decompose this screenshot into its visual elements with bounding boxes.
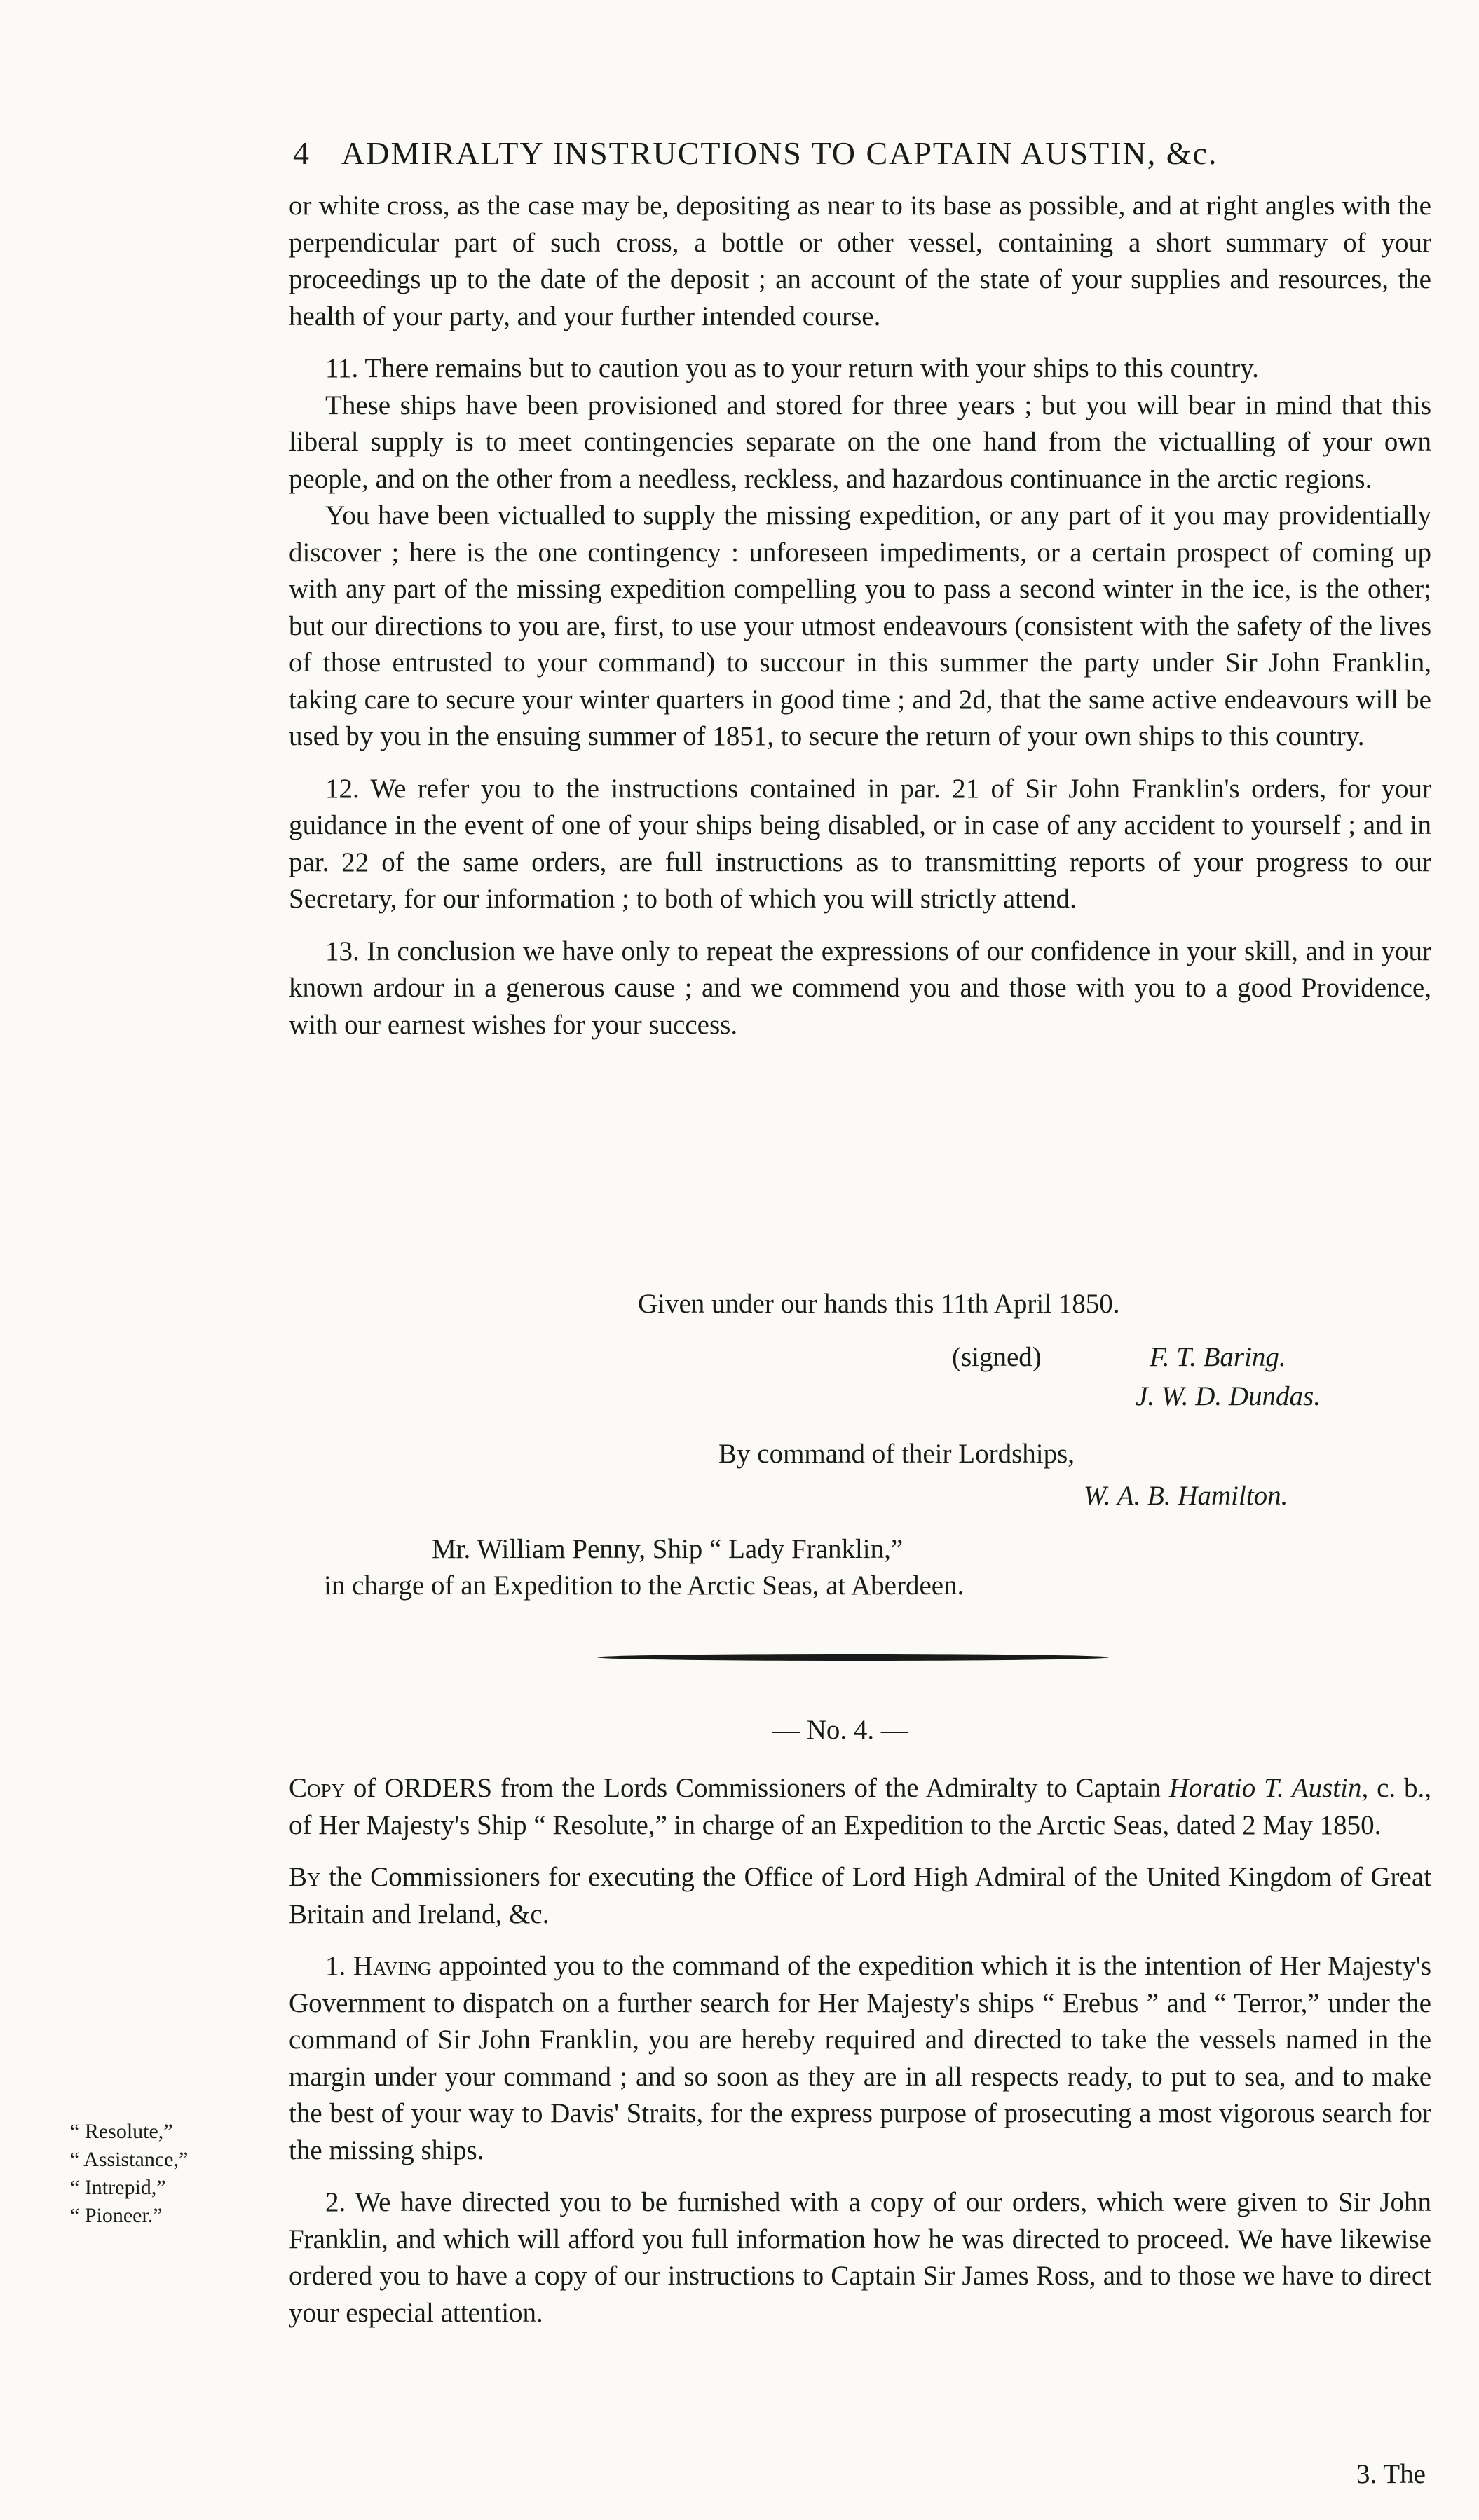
margin-note-ships	[70, 2118, 280, 2230]
page-number: 4	[293, 135, 311, 171]
paragraph-2: 2. We have directed you to be furnished with a copy of our orders, which were given to Sir John Franklin, and which will afford you full information how he was directed to proceed. We have likewise ordered you to have a copy of our instructions to Captain Sir James Ross, and to those we have to direct your especial attention.	[289, 2187, 1431, 2328]
signed-label: (signed)	[952, 1342, 1042, 1372]
paragraph-11: 11. There remains but to caution you as to your return with your ships to this country.	[325, 353, 1259, 383]
addressee-line-1: Mr. William Penny, Ship “ Lady Franklin,”	[432, 1534, 904, 1564]
body-text-no4	[289, 1770, 1431, 2347]
body-text-top	[289, 188, 1431, 1059]
margin-ship-2: “ Assistance,”	[70, 2148, 189, 2171]
running-header	[293, 135, 1415, 172]
continuation-paragraph: or white cross, as the case may be, depositing as near to its base as possible, and at right angles with the perpendicular part of such cross, a bottle or other vessel, containing a short summary of your proceedings up to the date of the deposit ; an account of the state of your supplies and resources, the health of your party, and your further intended course.	[289, 191, 1431, 331]
paragraph-12: 12. We refer you to the instructions contained in par. 21 of Sir John Franklin's orders, for your guidance in the event of one of your ships being disabled, or in case of any accident to yourself ; and in par. 22 of the same orders, are full instructions as to transmitting reports of your progress to our Secretary, for our information ; to both of which you will strictly attend.	[289, 773, 1431, 914]
margin-ship-4: “ Pioneer.”	[70, 2204, 163, 2227]
given-line: Given under our hands this 11th April 1850.	[638, 1289, 1120, 1319]
by-command-line: By command of their Lordships,	[718, 1439, 1075, 1469]
catchword: 3. The	[1356, 2459, 1426, 2489]
margin-ship-3: “ Intrepid,”	[70, 2176, 166, 2199]
margin-ship-1: “ Resolute,”	[70, 2120, 173, 2143]
signer-hamilton: W. A. B. Hamilton.	[1084, 1481, 1288, 1511]
section-divider-rule	[597, 1654, 1109, 1661]
paragraph-1: 1. Having appointed you to the command of the expedition which it is the intention of Her Majesty's Government to dispatch on a further search for Her Majesty's ships “ Erebus ” and “ Terror,” under the command of Sir John Franklin, you are hereby required and directed to take the vessels named in the margin under your command ; and so soon as they are in all respects ready, to put to sea, and to make the best of your way to Davis' Straits, for the express purpose of prosecuting a most vigorous search for the missing ships.	[289, 1951, 1432, 2165]
section-heading-no4: — No. 4. —	[772, 1715, 908, 1745]
copy-of-orders-title: Copy of ORDERS from the Lords Commissioners of the Admiralty to Captain Horatio T. Austin, c. b., of Her Majesty's Ship “ Resolute,” in charge of an Expedition to the Arctic Seas, dated 2 May 1850.	[289, 1773, 1432, 1840]
paragraph-11-provisions: These ships have been provisioned and stored for three years ; but you will bear in mind that this liberal supply is to meet contingencies separate on the one hand from the victualling of your own people, and on the other from a needless, reckless, and hazardous continuance in the arctic regions.	[289, 390, 1431, 494]
paragraph-13: 13. In conclusion we have only to repeat the expressions of our confidence in your skill, and in your known ardour in a generous cause ; and we commend you and those with you to a good Providence, with our earnest wishes for your success.	[289, 936, 1431, 1040]
by-the-commissioners: By the Commissioners for executing the Office of Lord High Admiral of the United Kingdom of Great Britain and Ireland, &c.	[289, 1862, 1431, 1929]
running-title: ADMIRALTY INSTRUCTIONS TO CAPTAIN AUSTIN, &c.	[341, 135, 1218, 171]
paragraph-11-victualled: You have been victualled to supply the missing expedition, or any part of it you may providentially discover ; here is the one contingency : unforeseen impediments, or a certain prospect of coming up with any part of the missing expedition compelling you to pass a second winter in the ice, is the other; but our directions to you are, first, to use your utmost endeavours (consistent with the safety of the lives of those entrusted to your command) to succour in this summer the party under Sir John Franklin, taking care to secure your winter quarters in good time ; and 2d, that the same active endeavours will be used by you in the ensuing summer of 1851, to secure the return of your own ships to this country.	[289, 500, 1431, 751]
signer-baring: F. T. Baring.	[1150, 1342, 1286, 1372]
addressee-line-2: in charge of an Expedition to the Arctic Seas, at Aberdeen.	[324, 1570, 965, 1601]
signer-dundas: J. W. D. Dundas.	[1136, 1381, 1321, 1411]
